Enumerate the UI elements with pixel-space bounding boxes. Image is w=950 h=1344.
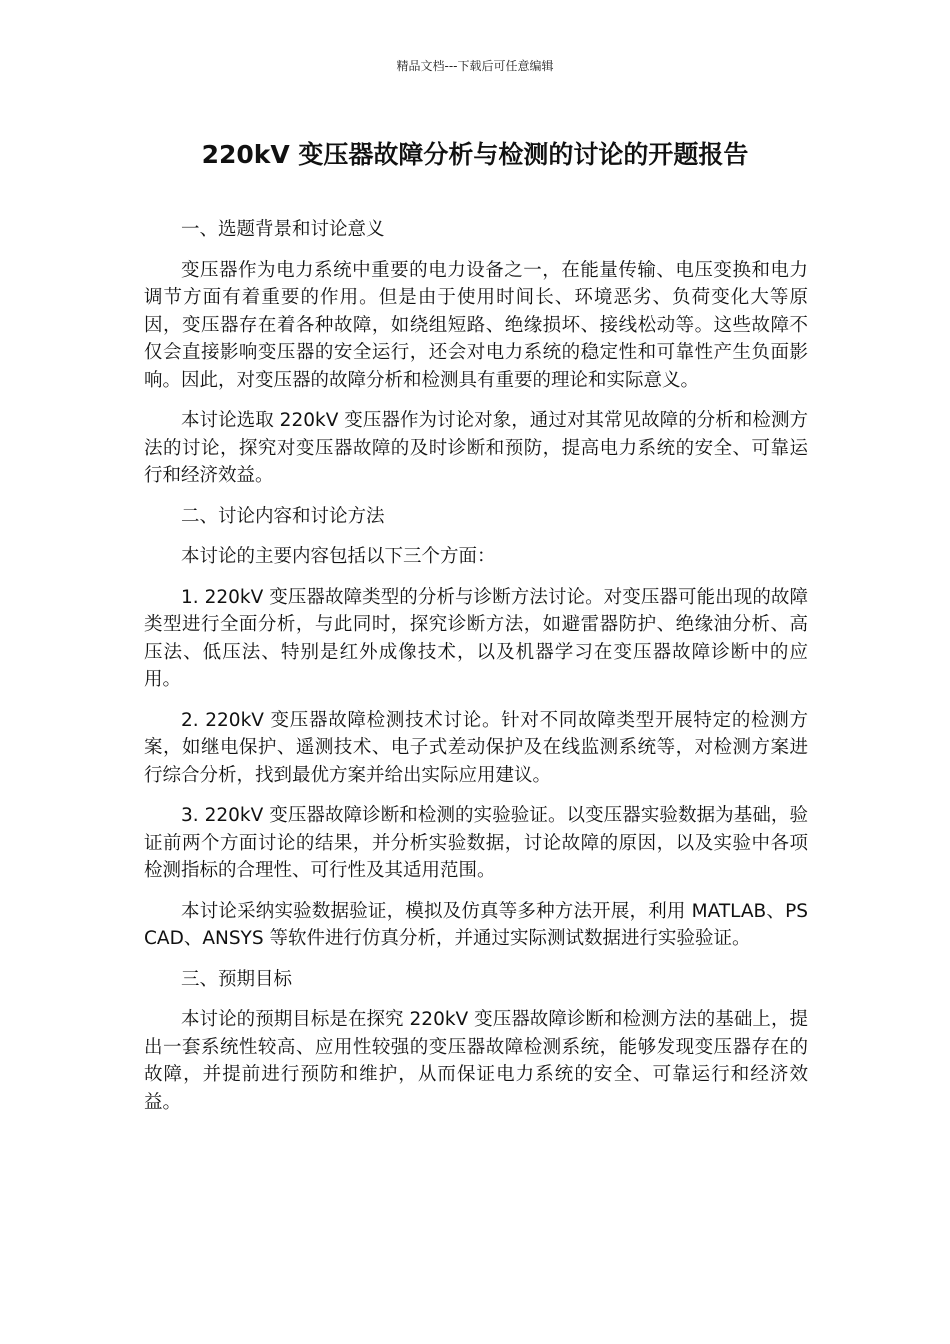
paragraph: 本讨论的预期目标是在探究 220kV 变压器故障诊断和检测方法的基础上，提出一套系统性较高、应用性较强的变压器故障检测系统，能够发现变压器存在的故障，并提前进行预防和维护，从而保证电力系统的安全、可靠运行和经济效益。 bbox=[144, 1009, 808, 1113]
section-heading-goals: 三、预期目标 bbox=[181, 968, 293, 990]
paragraph: 本讨论采纳实验数据验证，模拟及仿真等多种方法开展，利用 MATLAB、PSCAD、ANSYS 等软件进行仿真分析，并通过实际测试数据进行实验验证。 bbox=[144, 900, 808, 949]
list-item: 3. 220kV 变压器故障诊断和检测的实验验证。以变压器实验数据为基础，验证前两个方面讨论的结果，并分析实验数据，讨论故障的原因，以及实验中各项检测指标的合理性、可行性及其适用范围。 bbox=[144, 805, 808, 881]
paragraph: 变压器作为电力系统中重要的电力设备之一，在能量传输、电压变换和电力调节方面有着重要的作用。但是由于使用时间长、环境恶劣、负荷变化大等原因，变压器存在着各种故障，如绕组短路、绝缘损坏、接线松动等。这些故障不仅会直接影响变压器的安全运行，还会对电力系统的稳定性和可靠性产生负面影响。因此，对变压器的故障分析和检测具有重要的理论和实际意义。 bbox=[144, 259, 808, 391]
paragraph: 本讨论选取 220kV 变压器作为讨论对象，通过对其常见故障的分析和检测方法的讨论，探究对变压器故障的及时诊断和预防，提高电力系统的安全、可靠运行和经济效益。 bbox=[144, 410, 808, 486]
header-note: 精品文档---下载后可任意编辑 bbox=[396, 59, 554, 73]
section-heading-content-methods: 二、讨论内容和讨论方法 bbox=[181, 505, 385, 527]
list-item: 1. 220kV 变压器故障类型的分析与诊断方法讨论。对变压器可能出现的故障类型进行全面分析，与此同时，探究诊断方法，如避雷器防护、绝缘油分析、高压法、低压法、特别是红外成像技术，以及机器学习在变压器故障诊断中的应用。 bbox=[144, 586, 808, 690]
document-body bbox=[144, 216, 808, 1129]
list-item: 2. 220kV 变压器故障检测技术讨论。针对不同故障类型开展特定的检测方案，如继电保护、遥测技术、电子式差动保护及在线监测系统等，对检测方案进行综合分析，找到最优方案并给出实际应用建议。 bbox=[144, 709, 808, 786]
section-heading-background: 一、选题背景和讨论意义 bbox=[181, 219, 385, 240]
document-title: 220kV 变压器故障分析与检测的讨论的开题报告 bbox=[201, 140, 749, 169]
paragraph: 本讨论的主要内容包括以下三个方面： bbox=[181, 546, 496, 567]
